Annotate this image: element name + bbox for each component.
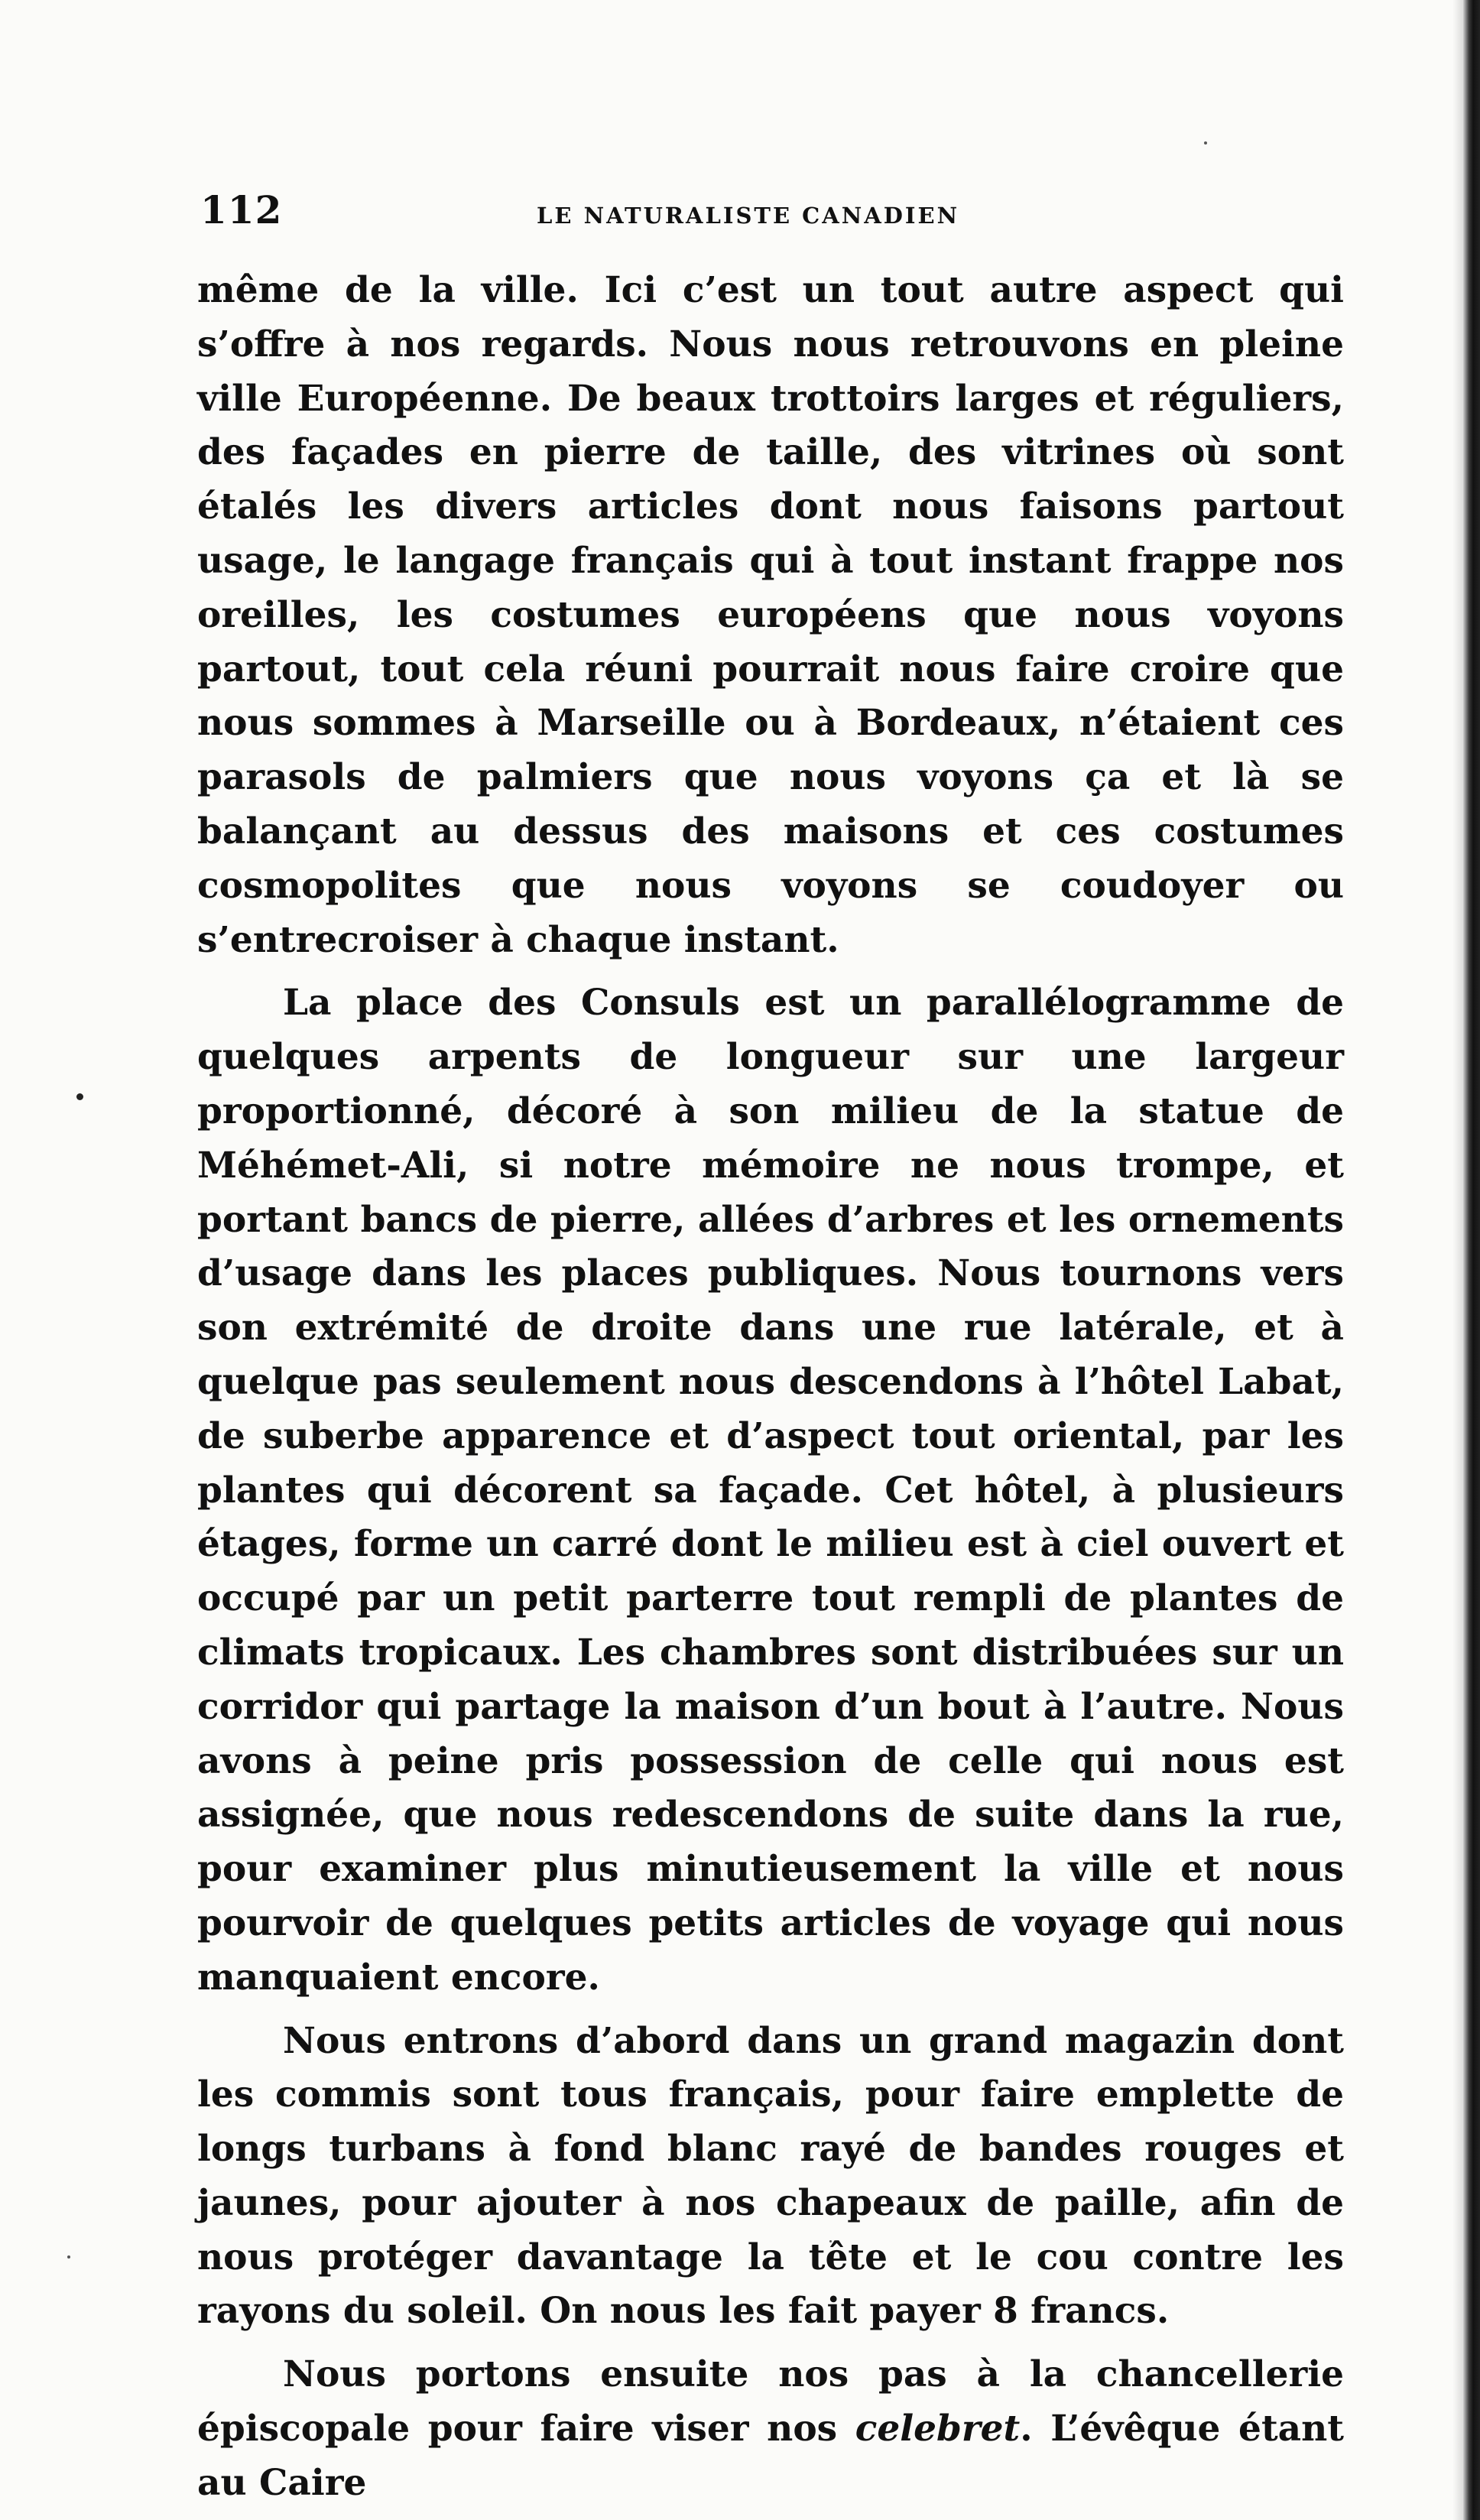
paragraph-2: La place des Consuls est un parallélogramme de quelques arpents de longueur sur une largeur proportionné, décoré à son milieu de la statue de Méhémet-Ali, si notre mémoire ne nous trompe, et portant bancs de pierre, allées d’arbres et les ornements d’usage dans les places publiques. Nous tournons vers son extrémité de droite dans une rue latérale, et à quelque pas seulement nous descendons à l’hôtel Labat, de suberbe apparence et d’aspect tout oriental, par les plantes qui décorent sa façade. Cet hôtel, à plusieurs étages, forme un carré dont le milieu est à ciel ouvert et occupé par un petit parterre tout rempli de plantes de climats tropicaux. Les chambres sont distribuées sur un corridor qui partage la maison d’un bout à l’autre. Nous avons à peine pris possession de celle qui nous est assignée, que nous redescendons de suite dans la rue, pour examiner plus minutieusement la ville et nous pourvoir de quelques petits articles de voyage qui nous manquaient encore.	[197, 982, 1344, 1999]
paragraph-4	[197, 2348, 1344, 2510]
paragraph-1: même de la ville. Ici c’est un tout autre aspect qui s’offre à nos regards. Nous nous retrouvons en pleine ville Européenne. De beaux trottoirs larges et réguliers, des façades en pierre de taille, des vitrines où sont étalés les divers articles dont nous faisons partout usage, le langage français qui à tout instant frappe nos oreilles, les costumes européens que nous voyons partout, tout cela réuni pourrait nous faire croire que nous sommes à Marseille ou à Bordeaux, n’étaient ces parasols de palmiers que nous voyons ça et là se balançant au dessus des maisons et ces costumes cosmopolites que nous voyons se coudoyer ou s’entrecroiser à chaque instant.	[197, 269, 1344, 961]
page-number: 112	[200, 187, 283, 232]
page-header	[200, 187, 1316, 241]
paragraph-4-text: Nous portons ensuite nos pas à la chancellerie épiscopale pour faire viser nos	[197, 2353, 1344, 2450]
paper-speck	[1204, 141, 1207, 145]
body-text	[197, 264, 1344, 2520]
binding-shadow	[1452, 0, 1463, 2520]
paragraph-4-text-end: . L’évêque étant au Caire	[197, 2408, 1344, 2504]
running-title: LE NATURALISTE CANADIEN	[537, 203, 960, 229]
margin-mark	[76, 1093, 83, 1100]
paper-speck	[67, 2255, 70, 2259]
paragraph-4-italic-word: celebret	[855, 2408, 1021, 2450]
page-edge	[1463, 0, 1480, 2520]
paragraph-3: Nous entrons d’abord dans un grand magazin dont les commis sont tous français, pour faire emplette de longs turbans à fond blanc rayé de bandes rouges et jaunes, pour ajouter à nos chapeaux de paille, afin de nous protéger davantage la tête et le cou contre les rayons du soleil. On nous les fait payer 8 francs.	[197, 2019, 1344, 2333]
